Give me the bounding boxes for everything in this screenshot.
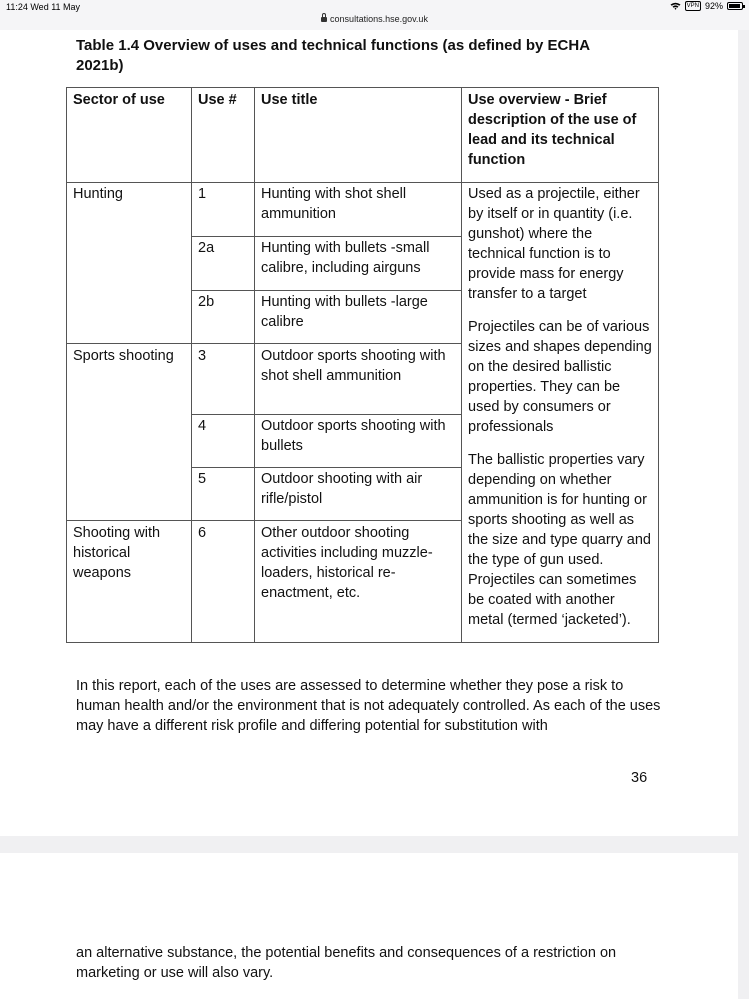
use-title-cell: Outdoor sports shooting with shot shell ammunition — [261, 348, 446, 384]
url-bar[interactable] — [0, 14, 749, 30]
use-title-cell: Outdoor shooting with air rifle/pistol — [261, 471, 423, 507]
use-title-cell: Other outdoor shooting activities including muzzle-loaders, historical re-enactment, etc. — [261, 525, 433, 601]
header-use-number: Use # — [198, 92, 237, 108]
status-right — [670, 1, 743, 11]
table-caption: Table 1.4 Overview of uses and technical functions (as defined by ECHA 2021b) — [76, 37, 590, 74]
sector-cell: Sports shooting — [73, 348, 174, 364]
use-number-cell: 4 — [198, 418, 207, 434]
header-use-title: Use title — [261, 92, 318, 108]
sector-cell: Shooting with historical weapons — [73, 525, 161, 581]
body-paragraph-continued: an alternative substance, the potential benefits and consequences of a restriction on marketing or use will also vary. — [76, 945, 617, 981]
header-use-overview: Use overview - Brief description of the use of lead and its technical function — [468, 92, 637, 168]
url-text: consultations.hse.gov.uk — [330, 14, 428, 24]
wifi-icon — [670, 2, 681, 10]
document-page-next — [0, 853, 738, 999]
overview-paragraph: The ballistic properties vary depending on whether ammunition is for hunting or sports shooting as well as the size and type quarry and the type of gun used. Projectiles can sometimes be coated with another metal (termed ‘jacketed’). — [468, 452, 651, 628]
overview-paragraph: Projectiles can be of various sizes and shapes depending on the desired ballistic properties. They can be used by consumers or professionals — [468, 319, 652, 435]
header-sector: Sector of use — [73, 92, 165, 108]
use-number-cell: 2a — [198, 240, 215, 256]
page-number: 36 — [631, 770, 648, 786]
vpn-badge: VPN — [686, 3, 699, 9]
use-title-cell: Hunting with bullets -large calibre — [261, 294, 428, 330]
document-page — [0, 30, 738, 836]
use-title-cell: Outdoor sports shooting with bullets — [261, 418, 446, 454]
status-bar — [0, 0, 749, 14]
table-border-bottom — [66, 642, 659, 643]
overview-paragraph: Used as a projectile, either by itself or in quantity (i.e. gunshot) where the technical function is to provide mass for energy transfer to a target — [468, 186, 640, 302]
use-title-cell: Hunting with bullets -small calibre, including airguns — [261, 240, 430, 276]
status-time: 11:24 Wed 11 May — [6, 2, 81, 12]
battery-fill — [729, 4, 740, 8]
use-number-cell: 6 — [198, 525, 207, 541]
use-number-cell: 1 — [198, 186, 207, 202]
battery-icon — [727, 2, 743, 10]
use-number-cell: 5 — [198, 471, 207, 487]
battery-percent: 92% — [704, 1, 723, 11]
table-border-right — [658, 87, 659, 643]
sector-cell: Hunting — [73, 186, 123, 202]
body-paragraph: In this report, each of the uses are assessed to determine whether they pose a risk to human health and/or the environment that is not adequately controlled. As each of the uses may have a different risk profile and differing potential for substitution with — [76, 678, 661, 734]
use-title-cell: Hunting with shot shell ammunition — [261, 186, 407, 222]
use-number-cell: 2b — [198, 294, 215, 310]
use-number-cell: 3 — [198, 348, 207, 364]
lock-icon — [321, 17, 327, 22]
